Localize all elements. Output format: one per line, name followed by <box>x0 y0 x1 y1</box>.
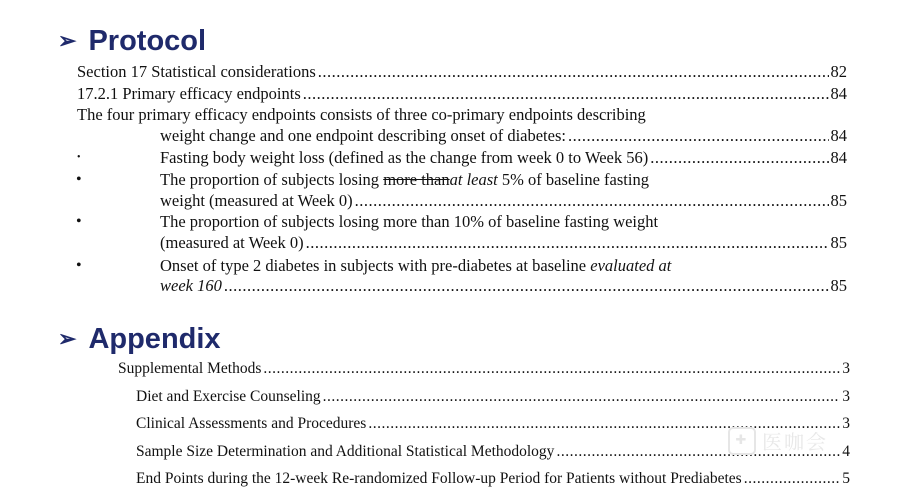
protocol-heading-text: Protocol <box>88 25 207 57</box>
appendix-item: Clinical Assessments and Procedures ..... 3 <box>136 414 850 434</box>
arrow-right-icon: ➢ <box>58 28 77 53</box>
bullet-marker: • <box>77 152 81 163</box>
toc-line-17-2-1: 17.2.1 Primary efficacy endpoints ..... 84 <box>77 84 847 104</box>
appendix-heading-text: Appendix <box>88 323 221 355</box>
toc-line-weight-change: weight change and one endpoint describing onset of diabetes: ..... 84 <box>160 126 847 146</box>
toc-line-bullet-diabetes: Onset of type 2 diabetes in subjects with pre-diabetes at baseline evaluated at <box>160 256 672 275</box>
watermark-text: 医咖会 <box>762 430 828 454</box>
appendix-heading <box>58 322 221 356</box>
bullet-marker: • <box>76 257 82 274</box>
toc-line-bullet-10pct: The proportion of subjects losing more than 10% of baseline fasting weight <box>160 212 659 231</box>
appendix-item: Supplemental Methods ..... 3 <box>118 359 850 379</box>
arrow-right-icon: ➢ <box>58 326 77 351</box>
toc-line-bullet-fasting: Fasting body weight loss (defined as the change from week 0 to Week 56) ..... 84 <box>160 148 847 168</box>
toc-line-four-endpoints: The four primary efficacy endpoints consists of three co-primary endpoints describing <box>77 105 646 124</box>
appendix-item: Diet and Exercise Counseling ..... 3 <box>136 387 850 407</box>
watermark-icon: ✚ <box>728 427 756 455</box>
appendix-item: End Points during the 12-week Re-randomized Follow-up Period for Patients without Prediabetes ..... 5 <box>136 469 850 489</box>
protocol-heading <box>58 24 206 58</box>
toc-line-section-17: Section 17 Statistical considerations ..... 82 <box>77 62 847 82</box>
bullet-marker: • <box>76 213 82 230</box>
appendix-item: Sample Size Determination and Additional Statistical Methodology ..... 4 <box>136 442 850 462</box>
toc-line-bullet-5pct-cont: weight (measured at Week 0) ..... 85 <box>160 191 847 211</box>
toc-line-bullet-diabetes-cont: week 160 ..... 85 <box>160 276 847 296</box>
toc-line-bullet-5pct: The proportion of subjects losing more thanat least 5% of baseline fasting <box>160 170 649 189</box>
watermark-logo <box>728 426 828 455</box>
toc-line-bullet-10pct-cont: (measured at Week 0) ..... 85 <box>160 233 847 253</box>
bullet-marker: • <box>76 171 82 188</box>
